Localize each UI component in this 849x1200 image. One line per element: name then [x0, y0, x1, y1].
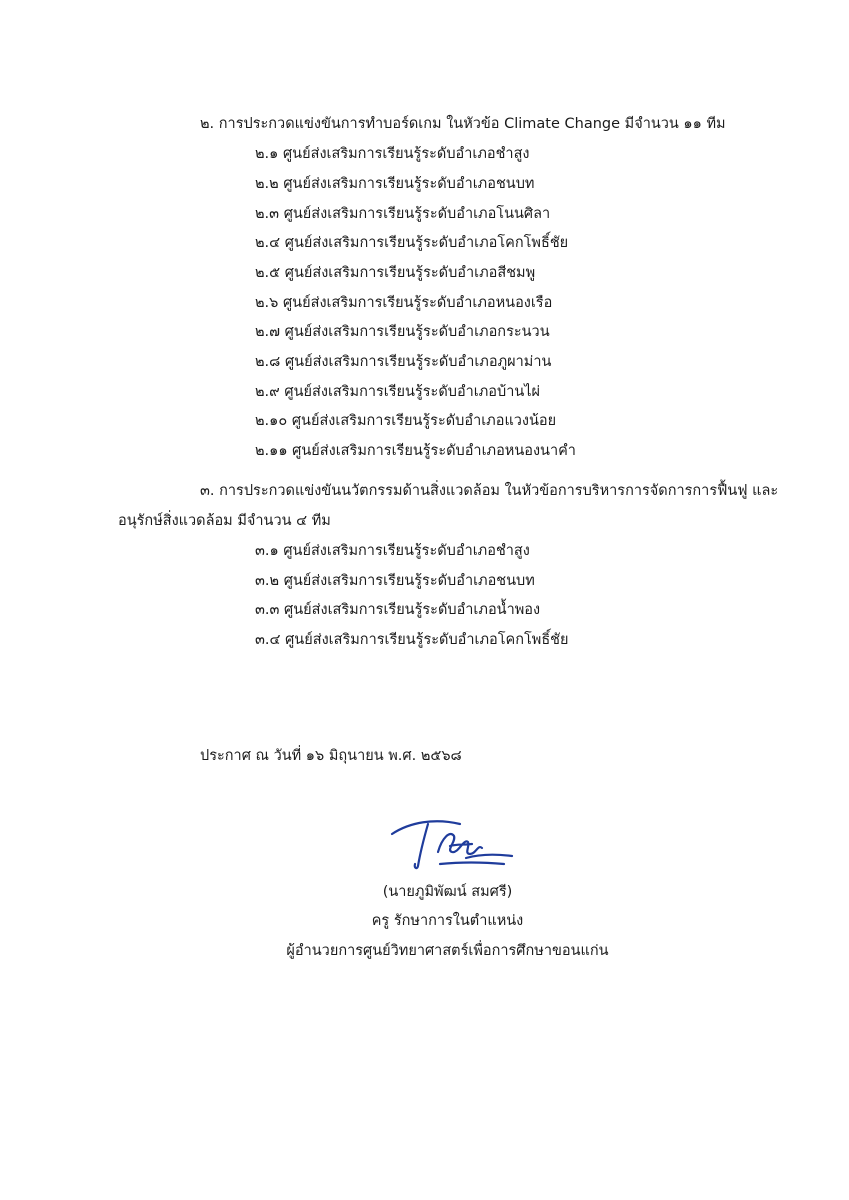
list-item: ๒.๖ ศูนย์ส่งเสริมการเรียนรู้ระดับอำเภอหนองเรือ — [255, 295, 553, 311]
section-2-heading: ๒. การประกวดแข่งขันการทำบอร์ดเกม ในหัวข้อ Climate Change มีจำนวน ๑๑ ทีม — [200, 116, 726, 132]
list-item: ๒.๑ ศูนย์ส่งเสริมการเรียนรู้ระดับอำเภอชำสูง — [255, 146, 530, 162]
list-item: ๒.๘ ศูนย์ส่งเสริมการเรียนรู้ระดับอำเภอภูผาม่าน — [255, 354, 552, 370]
list-item: ๒.๙ ศูนย์ส่งเสริมการเรียนรู้ระดับอำเภอบ้านไผ่ — [255, 384, 541, 400]
list-item: ๓.๓ ศูนย์ส่งเสริมการเรียนรู้ระดับอำเภอน้ำพอง — [255, 602, 541, 618]
signatory-position: ครู รักษาการในตำแหน่ง — [371, 913, 524, 929]
list-item: ๓.๔ ศูนย์ส่งเสริมการเรียนรู้ระดับอำเภอโคกโพธิ์ชัย — [255, 632, 569, 648]
signatory-name: (นายภูมิพัฒน์ สมศรี) — [382, 884, 513, 900]
section-3-heading: ๓. การประกวดแข่งขันนวัตกรรมด้านสิ่งแวดล้อม ในหัวข้อการบริหารการจัดการการฟื้นฟู และ — [200, 483, 779, 499]
list-item: ๒.๑๑ ศูนย์ส่งเสริมการเรียนรู้ระดับอำเภอหนองนาคำ — [255, 443, 576, 459]
list-item: ๓.๑ ศูนย์ส่งเสริมการเรียนรู้ระดับอำเภอชำสูง — [255, 543, 530, 559]
list-item: ๒.๕ ศูนย์ส่งเสริมการเรียนรู้ระดับอำเภอสีชมพู — [255, 265, 536, 281]
list-item: ๒.๑๐ ศูนย์ส่งเสริมการเรียนรู้ระดับอำเภอแวงน้อย — [255, 413, 557, 429]
list-item: ๓.๒ ศูนย์ส่งเสริมการเรียนรู้ระดับอำเภอชนบท — [255, 573, 535, 589]
announcement-date: ประกาศ ณ วันที่ ๑๖ มิถุนายน พ.ศ. ๒๕๖๘ — [200, 748, 462, 764]
list-item: ๒.๓ ศูนย์ส่งเสริมการเรียนรู้ระดับอำเภอโนนศิลา — [255, 206, 551, 222]
list-item: ๒.๒ ศูนย์ส่งเสริมการเรียนรู้ระดับอำเภอชนบท — [255, 176, 535, 192]
list-item: ๒.๔ ศูนย์ส่งเสริมการเรียนรู้ระดับอำเภอโคกโพธิ์ชัย — [255, 235, 569, 251]
section-3-heading-continued: อนุรักษ์สิ่งแวดล้อม มีจำนวน ๔ ทีม — [118, 513, 331, 529]
handwritten-signature — [380, 808, 520, 878]
list-item: ๒.๗ ศูนย์ส่งเสริมการเรียนรู้ระดับอำเภอกระนวน — [255, 324, 550, 340]
signatory-office: ผู้อำนวยการศูนย์วิทยาศาสตร์เพื่อการศึกษาขอนแก่น — [286, 943, 609, 959]
